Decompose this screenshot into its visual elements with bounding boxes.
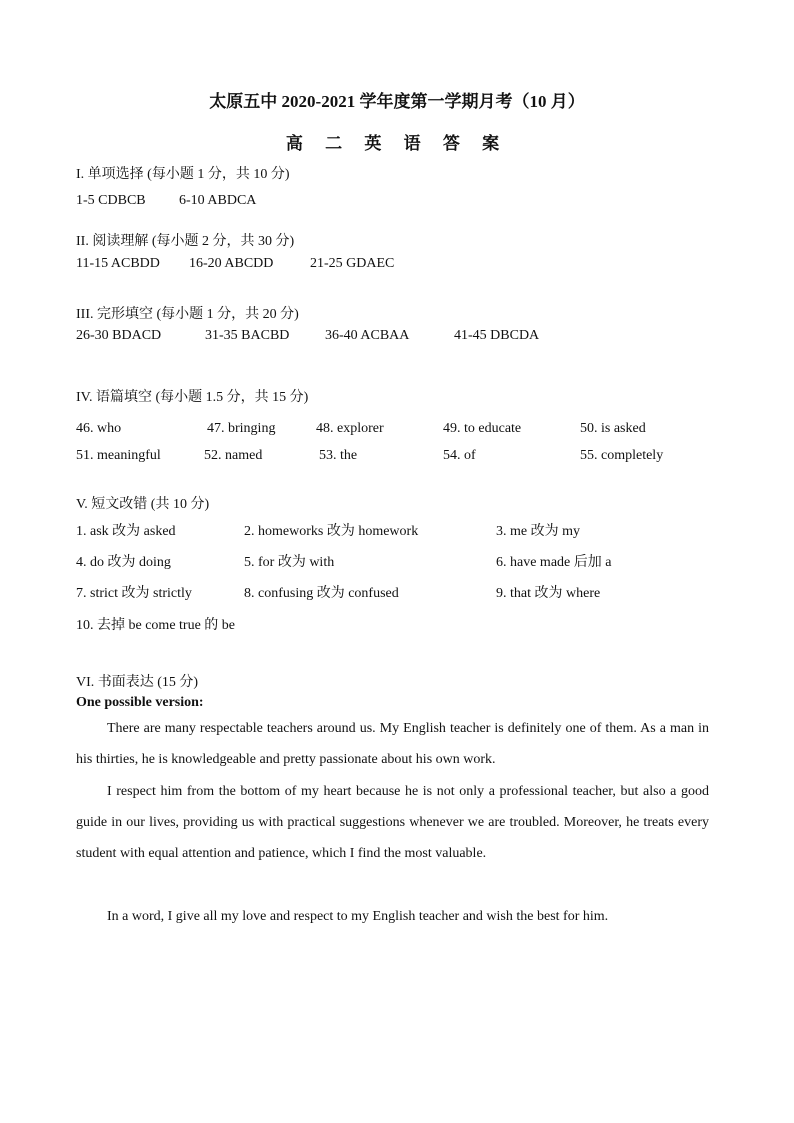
section-2-heading: II. 阅读理解 (每小题 2 分，共 30 分) xyxy=(76,234,295,249)
sample-essay-label: One possible version: xyxy=(76,695,204,710)
section-1-heading: I. 单项选择 (每小题 1 分，共 10 分) xyxy=(76,167,290,182)
page-title: 太原五中 2020-2021 学年度第一学期月考（10 月） xyxy=(209,92,585,111)
section-4-answer: 46. who xyxy=(76,421,122,436)
section-5-answer: 9. that 改为 where xyxy=(496,586,601,601)
section-5-answer: 6. have made 后加 a xyxy=(496,555,612,570)
page-subtitle: 高 二 英 语 答 案 xyxy=(285,134,509,153)
section-5-answer: 5. for 改为 with xyxy=(244,555,335,570)
section-4-answer: 54. of xyxy=(443,448,476,463)
section-4-answer: 53. the xyxy=(319,448,358,463)
paragraph-text: There are many respectable teachers around us. My English teacher is definitely one of them. As a man in his thirties, he is knowledgeable and pretty passionate about his own work. xyxy=(76,721,709,767)
sample-essay-paragraph xyxy=(76,901,709,932)
section-4-answer: 47. bringing xyxy=(207,421,276,436)
section-4-answer: 52. named xyxy=(204,448,263,463)
section-2-answer: 21-25 GDAEC xyxy=(310,256,395,271)
section-3-answer: 26-30 BDACD xyxy=(76,328,162,343)
section-5-answer: 2. homeworks 改为 homework xyxy=(244,524,419,539)
section-3-heading: III. 完形填空 (每小题 1 分，共 20 分) xyxy=(76,307,299,322)
section-5-answer: 3. me 改为 my xyxy=(496,524,580,539)
section-5-answer: 4. do 改为 doing xyxy=(76,555,171,570)
section-3-answer: 41-45 DBCDA xyxy=(454,328,540,343)
section-3-answer: 36-40 ACBAA xyxy=(325,328,410,343)
section-2-answer: 11-15 ACBDD xyxy=(76,256,160,271)
section-1-answer: 1-5 CDBCB xyxy=(76,193,146,208)
section-4-answer: 49. to educate xyxy=(443,421,522,436)
section-6-heading: VI. 书面表达 (15 分) xyxy=(76,675,199,690)
section-4-answer: 55. completely xyxy=(580,448,664,463)
section-4-answer: 48. explorer xyxy=(316,421,384,436)
section-5-answer: 7. strict 改为 strictly xyxy=(76,586,192,601)
section-3-answer: 31-35 BACBD xyxy=(205,328,290,343)
paragraph-text: In a word, I give all my love and respect to my English teacher and wish the best for him. xyxy=(107,909,609,924)
section-2-answer: 16-20 ABCDD xyxy=(189,256,274,271)
section-4-answer: 51. meaningful xyxy=(76,448,161,463)
sample-essay-paragraph xyxy=(76,776,709,869)
section-5-answer: 10. 去掉 be come true 的 be xyxy=(76,618,236,633)
section-4-heading: IV. 语篇填空 (每小题 1.5 分，共 15 分) xyxy=(76,390,309,405)
sample-essay-paragraph xyxy=(76,713,709,775)
section-4-answer: 50. is asked xyxy=(580,421,646,436)
section-1-answer: 6-10 ABDCA xyxy=(179,193,257,208)
paragraph-text: I respect him from the bottom of my heart because he is not only a professional teacher, but also a good guide in our lives, providing us with practical suggestions whenever we are troubled. Moreover, he treats every student with equal attention and patience, which I find the most valuable. xyxy=(76,784,709,861)
section-5-answer: 1. ask 改为 asked xyxy=(76,524,176,539)
section-5-answer: 8. confusing 改为 confused xyxy=(244,586,399,601)
section-5-heading: V. 短文改错 (共 10 分) xyxy=(76,497,210,512)
